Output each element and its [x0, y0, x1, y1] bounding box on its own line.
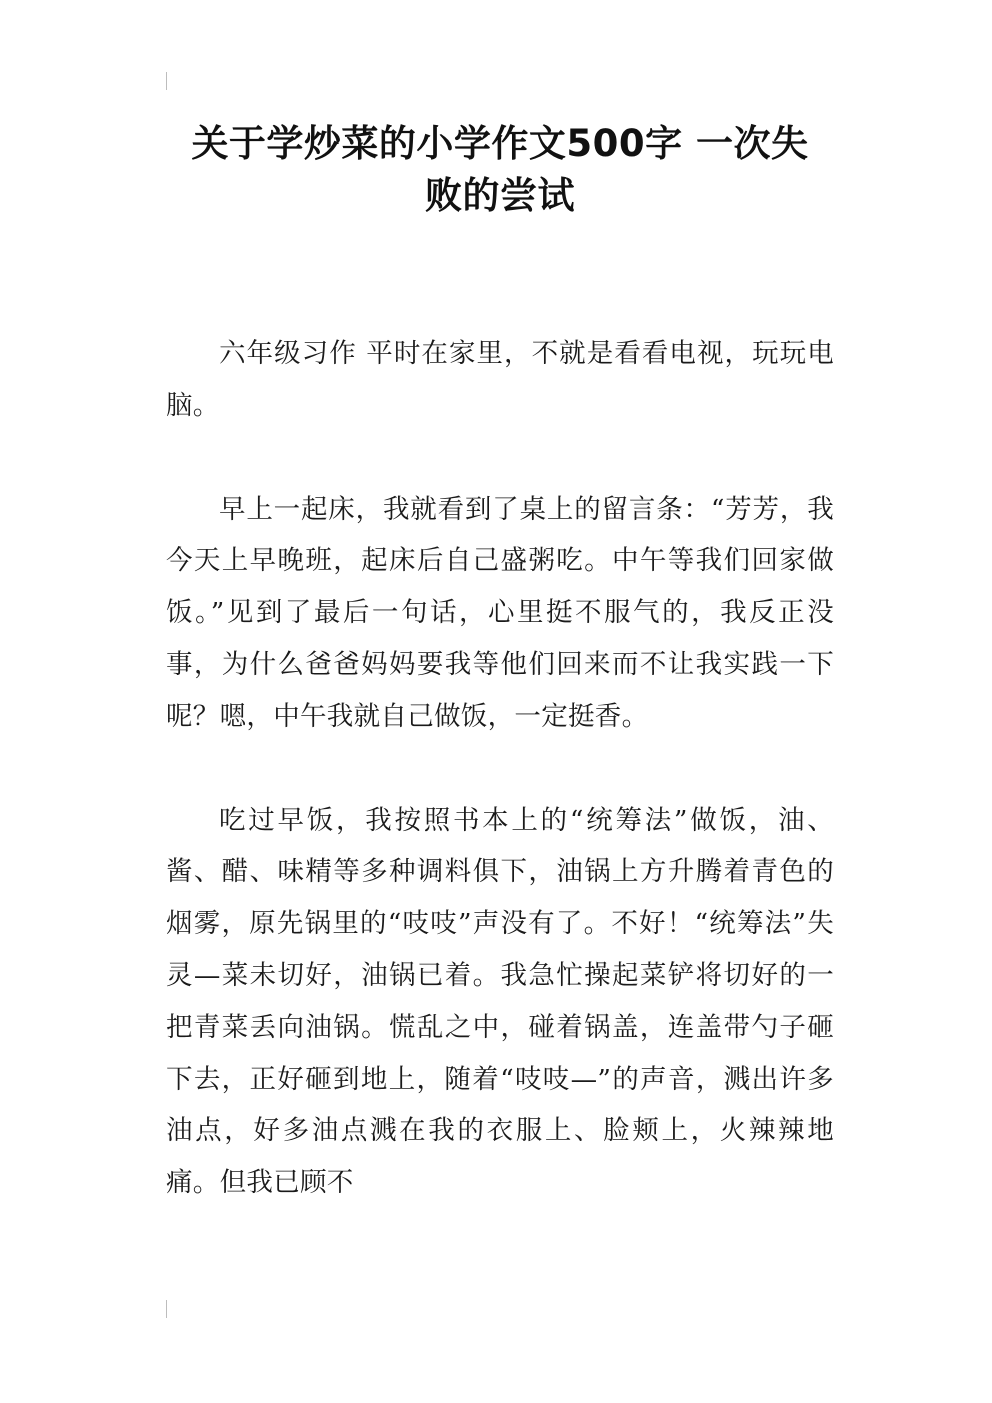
- title-line-2: 败的尝试: [425, 174, 575, 217]
- document-body: [166, 328, 834, 1261]
- paragraph-1: 六年级习作 平时在家里，不就是看看电视，玩玩电脑。: [166, 338, 834, 421]
- title-line-1: 关于学炒菜的小学作文500字 一次失: [191, 122, 809, 165]
- paragraph-2: 早上一起床，我就看到了桌上的留言条：“芳芳，我今天上早晚班，起床后自己盛粥吃。中午等我们回家做饭。”见到了最后一句话，心里挺不服气的，我反正没事，为什么爸爸妈妈要我等他们回来而不让我实践一下呢？嗯，中午我就自己做饭，一定挺香。: [166, 493, 834, 732]
- crop-mark-bottom: [166, 1300, 167, 1318]
- crop-mark-top: [166, 72, 167, 90]
- paragraph-3: 吃过早饭，我按照书本上的“统筹法”做饭，油、酱、醋、味精等多种调料俱下，油锅上方升腾着青色的烟雾，原先锅里的“吱吱”声没有了。不好！“统筹法”失灵—菜未切好，油锅已着。我急忙操起菜铲将切好的一把青菜丢向油锅。慌乱之中，碰着锅盖，连盖带勺子砸下去，正好砸到地上，随着“吱吱—”的声音，溅出许多油点，好多油点溅在我的衣服上、脸颊上，火辣辣地痛。但我已顾不: [166, 804, 834, 1199]
- document-title: [160, 118, 840, 222]
